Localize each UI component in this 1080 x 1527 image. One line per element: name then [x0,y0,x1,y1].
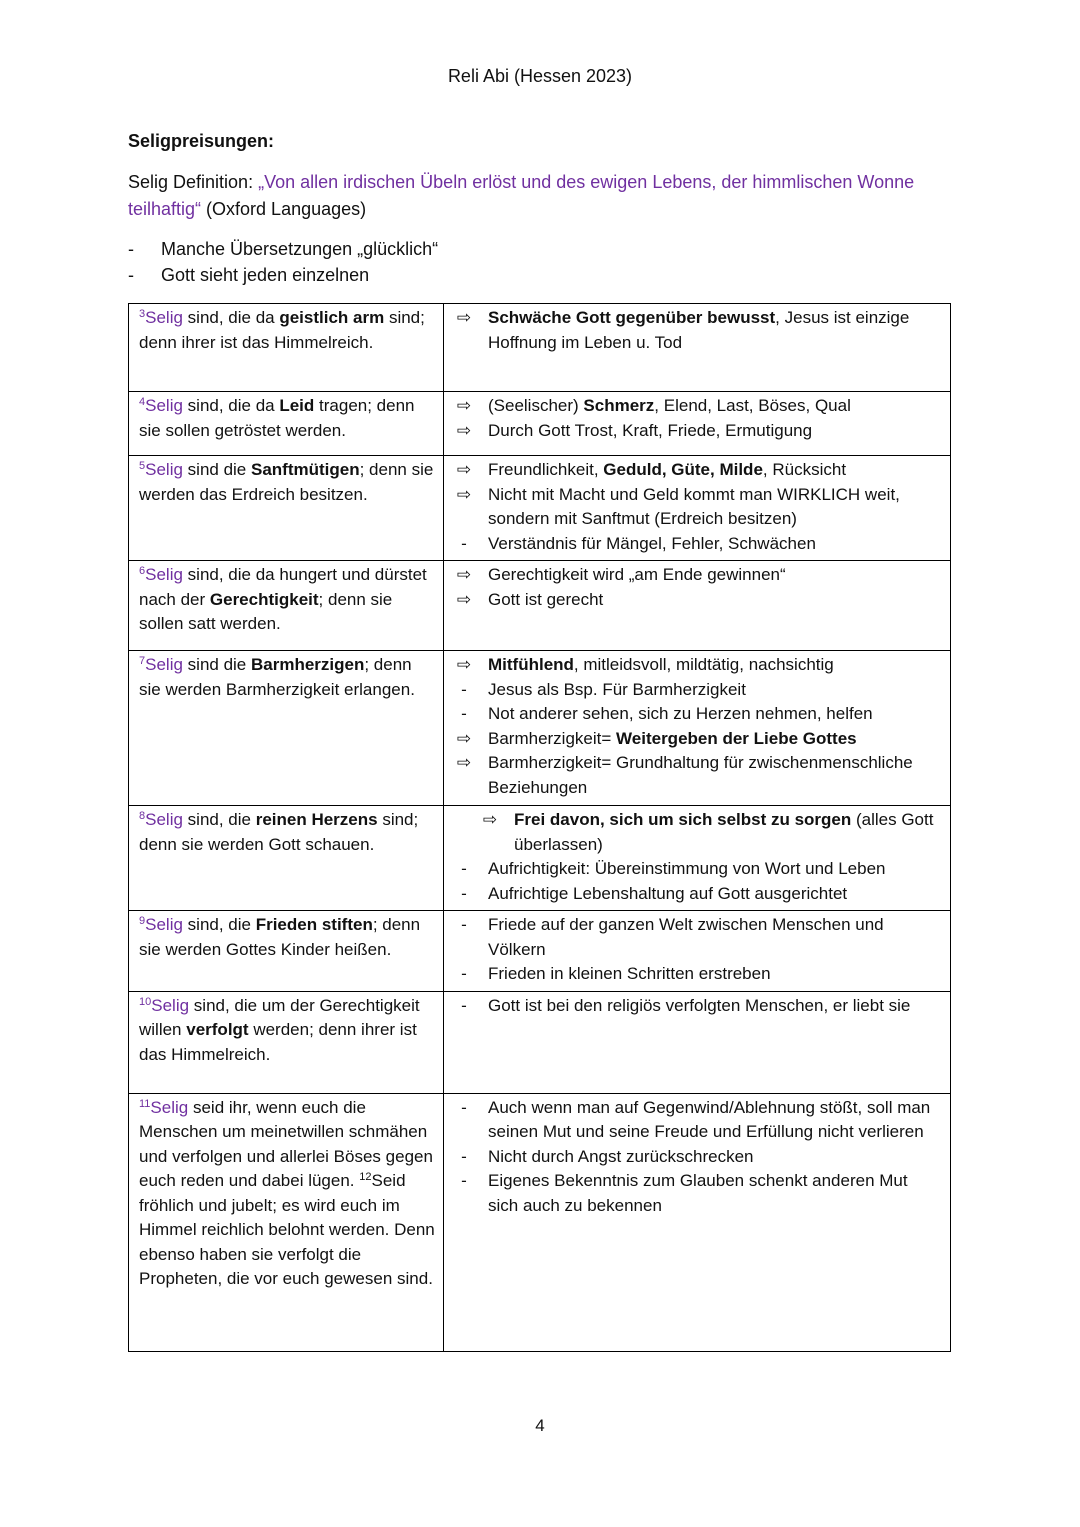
text-run: (Seelischer) [488,396,584,415]
note-item [454,808,942,857]
text-run: Seid fröhlich und jubelt; es wird euch im Himmel reichlich belohnt werden. Denn ebenso haben sie verfolgt die Propheten, die vor euch gewesen sind. [139,1171,435,1288]
intro-bullet-text: Gott sieht jeden einzelnen [161,265,370,285]
text-run: sind, die [182,915,256,934]
text-run: Verständnis für Mängel, Fehler, Schwächen [488,533,816,553]
intro-bullet [128,262,948,288]
emphasis-text: Geduld, Güte, Milde [603,460,763,479]
verse-cell [129,561,444,651]
emphasis-text: verfolgt [186,1020,249,1039]
text-run: Eigenes Bekenntnis zum Glauben schenkt anderen Mut sich auch zu bekennen [488,1171,908,1215]
page-number: 4 [535,1416,545,1435]
text-run: Barmherzigkeit= [488,728,617,748]
note-item [454,532,942,557]
beatitude-row [129,304,951,392]
text-run: sind, die da [182,396,280,415]
text-run: sind; denn ihrer ist das Himmelreich. [139,308,425,352]
arrow-icon: ⇨ [456,728,472,748]
dash-marker: - [461,533,467,553]
note-item [454,962,942,987]
arrow-icon: ⇨ [482,810,498,829]
intro-list [128,236,948,288]
text-run: ; denn sie werden Gottes Kinder heißen. [139,915,421,959]
emphasis-text: Gerechtigkeit [209,589,319,609]
dash-marker: - [461,859,467,878]
dash-marker: - [461,1146,467,1166]
beatitude-row [129,456,951,561]
text-run: (alles Gott überlassen) [514,810,934,854]
emphasis-text: Frieden stiften [255,915,373,934]
text-run: ; denn sie werden Barmherzigkeit erlangen. [139,655,415,699]
verse-number: 9 [139,915,146,927]
text-run: Nicht durch Angst zurückschrecken [488,1146,754,1166]
text-run: Freundlichkeit, [488,460,604,479]
selig-word: Selig [145,396,183,415]
text-run: ; denn sie sollen satt werden. [139,589,393,633]
verse-cell [129,651,444,806]
note-item [454,483,942,532]
verse-number: 4 [139,396,146,408]
text-run: sind, die um der Gerechtigkeit willen [139,995,420,1039]
notes-cell [444,304,951,392]
section-heading: Seligpreisungen: [128,131,275,151]
text-run: sind, die [182,810,256,829]
arrow-icon: ⇨ [456,655,472,674]
selig-word: Selig [145,308,183,327]
note-item [454,751,942,800]
emphasis-text: Mitfühlend [488,655,574,674]
text-run: sind die [182,655,251,674]
note-item [454,727,942,752]
note-item [454,1096,942,1145]
verse-cell [129,392,444,456]
beatitude-row [129,651,951,806]
verse-number: 3 [139,308,146,320]
definition-source: (Oxford Languages) [201,199,367,219]
text-run: , Rücksicht [762,460,847,479]
verse-number: 6 [139,565,146,577]
dash-marker: - [128,239,134,259]
arrow-icon: ⇨ [456,396,472,415]
note-item [454,394,942,419]
notes-cell [444,911,951,992]
selig-word: Selig [151,995,190,1015]
selig-word: Selig [145,460,183,479]
text-run: tragen; denn sie sollen getröstet werden. [139,396,415,440]
intro-bullet-text: Manche Übersetzungen „glücklich“ [161,239,439,259]
text-run: Gerechtigkeit wird „am Ende gewinnen“ [488,565,786,584]
verse-cell [129,1093,444,1351]
note-item [454,1145,942,1170]
arrow-icon: ⇨ [456,589,472,609]
definition-label: Selig Definition: [128,172,259,192]
dash-marker: - [461,1171,467,1190]
verse-number: 7 [139,655,146,667]
verse-number: 8 [139,810,146,822]
dash-marker: - [461,995,467,1015]
dash-marker: - [461,1097,467,1117]
note-item [454,1169,942,1218]
page-header: Reli Abi (Hessen 2023) [447,66,633,86]
beatitude-row [129,806,951,911]
note-item [454,678,942,703]
beatitude-row [129,561,951,651]
text-run: Jesus als Bsp. Für Barmherzigkeit [488,679,746,699]
note-item [454,857,942,882]
note-item [454,994,942,1019]
note-item [454,913,942,962]
arrow-icon: ⇨ [456,308,472,327]
note-item [454,306,942,355]
text-run: sind, die da hungert und dürstet nach der [139,565,427,609]
verse-number: 12 [359,1171,372,1183]
emphasis-text: reinen Herzens [255,810,378,829]
text-run: Not anderer sehen, sich zu Herzen nehmen, helfen [488,704,873,723]
emphasis-text: Schwäche Gott gegenüber bewusst [488,308,776,327]
note-item [454,419,942,444]
verse-cell [129,304,444,392]
beatitude-row [129,911,951,992]
dash-marker: - [461,679,467,699]
text-run: Aufrichtige Lebenshaltung auf Gott ausgerichtet [488,883,848,903]
text-run: , Elend, Last, Böses, Qual [654,396,851,415]
selig-word: Selig [145,915,183,934]
text-run: , mitleidsvoll, mildtätig, nachsichtig [573,655,834,674]
text-run: sind; denn sie werden Gott schauen. [139,810,419,854]
emphasis-text: Leid [279,396,315,415]
verse-number: 11 [139,1097,151,1110]
arrow-icon: ⇨ [456,753,472,772]
verse-cell [129,991,444,1093]
beatitudes-table [128,303,951,1352]
text-run: Gott ist gerecht [488,589,604,609]
emphasis-text: Sanftmütigen [250,460,360,479]
dash-marker: - [461,915,467,934]
note-item [454,588,942,613]
notes-cell [444,456,951,561]
definition-quote: „Von allen irdischen Übeln erlöst und des ewigen Lebens, der himmlischen Wonne [258,172,915,192]
notes-cell [444,806,951,911]
text-run: werden; denn ihrer ist das Himmelreich. [139,1020,417,1064]
text-run: sind, die da [182,308,280,327]
selig-definition [128,169,948,223]
verse-cell [129,806,444,911]
selig-word: Selig [145,810,183,829]
note-item [454,458,942,483]
note-item [454,702,942,727]
text-run: ; denn sie werden das Erdreich besitzen. [139,460,434,504]
dash-marker: - [461,883,467,903]
text-run: Frieden in kleinen Schritten erstreben [488,964,771,983]
arrow-icon: ⇨ [456,484,472,504]
selig-word: Selig [150,1097,189,1117]
notes-cell [444,991,951,1093]
selig-word: Selig [145,565,183,584]
text-run: Friede auf der ganzen Welt zwischen Menschen und Völkern [488,915,884,959]
text-run: Barmherzigkeit= Grundhaltung für zwischenmenschliche Beziehungen [488,753,913,797]
notes-cell [444,392,951,456]
notes-cell [444,651,951,806]
emphasis-text: geistlich arm [279,308,385,327]
text-run: Nicht mit Macht und Geld kommt man WIRKLICH weit, sondern mit Sanftmut (Erdreich besitzen) [488,484,900,528]
note-item [454,653,942,678]
emphasis-text: Schmerz [583,396,655,415]
text-run: seid ihr, wenn euch die Menschen um meinetwillen schmähen und verfolgen und allerlei Böses gegen euch reden und dabei lügen. [139,1097,433,1190]
emphasis-text: Barmherzigen [250,655,365,674]
verse-number: 10 [139,995,152,1008]
selig-word: Selig [145,655,183,674]
emphasis-text: Frei davon, sich um sich selbst zu sorgen [514,810,852,829]
text-run: Auch wenn man auf Gegenwind/Ablehnung stößt, soll man seinen Mut und seine Freude und Erfüllung nicht verlieren [488,1097,931,1141]
dash-marker: - [128,265,134,285]
dash-marker: - [461,964,467,983]
dash-marker: - [461,704,467,723]
text-run: Aufrichtigkeit: Übereinstimmung von Wort und Leben [488,859,886,878]
text-run: sind die [182,460,251,479]
arrow-icon: ⇨ [456,460,472,479]
emphasis-text: Weitergeben der Liebe Gottes [616,728,857,748]
verse-cell [129,911,444,992]
text-run: Gott ist bei den religiös verfolgten Menschen, er liebt sie [488,995,911,1015]
arrow-icon: ⇨ [456,420,472,440]
note-item [454,563,942,588]
verse-cell [129,456,444,561]
text-run: , Jesus ist einzige Hoffnung im Leben u. Tod [488,308,910,352]
beatitude-row [129,991,951,1093]
definition-quote-end: teilhaftig“ [128,199,202,219]
arrow-icon: ⇨ [456,565,472,584]
text-run: Durch Gott Trost, Kraft, Friede, Ermutigung [488,420,813,440]
notes-cell [444,561,951,651]
notes-cell [444,1093,951,1351]
beatitude-row [129,1093,951,1351]
intro-bullet [128,236,948,262]
beatitude-row [129,392,951,456]
note-item [454,882,942,907]
verse-number: 5 [139,460,146,472]
